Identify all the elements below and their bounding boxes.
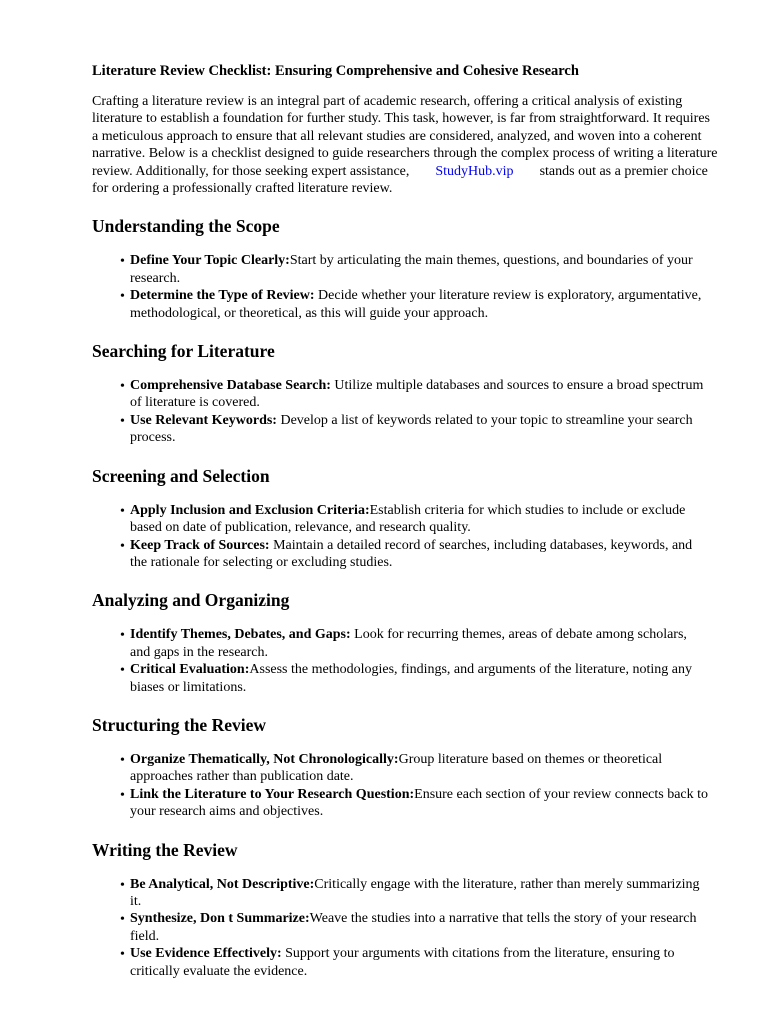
item-text: Weave the studies into a narrative that tells the story of your research field. [130, 911, 697, 944]
item-term: Use Relevant Keywords: [130, 412, 277, 428]
item-text: Develop a list of keywords related to your topic to streamline your search process. [130, 412, 693, 446]
checklist-item [120, 945, 718, 980]
checklist-item [120, 786, 718, 821]
item-term: Link the Literature to Your Research Question: [130, 786, 415, 802]
checklist-item [120, 910, 718, 945]
item-term: Apply Inclusion and Exclusion Criteria: [130, 502, 370, 518]
item-term: Define Your Topic Clearly: [130, 253, 290, 269]
section-understanding-scope [92, 215, 718, 322]
intro-text-after-link: stands out as a premier choice for ordering a professionally crafted literature review. [92, 163, 708, 197]
item-term: Determine the Type of Review: [130, 288, 315, 304]
section-searching-literature [92, 340, 718, 447]
bullet-icon: • [120, 877, 125, 893]
studyhub-link[interactable]: StudyHub.vip [435, 163, 514, 179]
bullet-icon: • [120, 787, 125, 803]
checklist [92, 626, 718, 696]
checklist [92, 876, 718, 980]
checklist-item [120, 412, 718, 447]
section-heading: Analyzing and Organizing [92, 590, 290, 611]
bullet-icon: • [120, 663, 125, 679]
checklist-item [120, 751, 718, 786]
checklist-item [120, 252, 718, 287]
section-screening-selection [92, 465, 718, 572]
item-text: Critically engage with the literature, rather than merely summarizing it. [130, 876, 700, 909]
checklist-item [120, 502, 718, 537]
bullet-icon: • [120, 289, 125, 305]
bullet-icon: • [120, 413, 125, 429]
document-title: Literature Review Checklist: Ensuring Comprehensive and Cohesive Research [92, 63, 579, 79]
section-heading: Searching for Literature [92, 341, 275, 362]
intro-text-before-link: Crafting a literature review is an integral part of academic research, offering a critical analysis of existing literature to establish a foundation for further study. This task, however, is far from straightforward. It requires a meticulous approach to ensure that all relevant studies are considered, analyzed, and woven into a coherent narrative. Below is a checklist designed to guide researchers through the complex process of writing a literature review. Additionally, for those seeking expert assistance, [92, 94, 718, 179]
checklist [92, 502, 718, 572]
item-term: Synthesize, Don t Summarize: [130, 911, 310, 927]
item-text: Assess the methodologies, findings, and arguments of the literature, noting any biases or limitations. [130, 662, 692, 695]
item-text: Look for recurring themes, areas of debate among scholars, and gaps in the research. [130, 627, 687, 660]
section-heading: Structuring the Review [92, 714, 267, 735]
bullet-icon: • [120, 538, 125, 554]
item-text: Establish criteria for which studies to include or exclude based on date of publication, relevance, and research quality. [130, 502, 686, 536]
section-heading: Screening and Selection [92, 465, 270, 486]
item-term: Identify Themes, Debates, and Gaps: [130, 627, 351, 643]
checklist [92, 377, 718, 447]
item-term: Be Analytical, Not Descriptive: [130, 876, 315, 892]
item-term: Comprehensive Database Search: [130, 378, 331, 394]
intro-paragraph [92, 93, 718, 197]
checklist [92, 751, 718, 821]
bullet-icon: • [120, 912, 125, 928]
section-analyzing-organizing [92, 589, 718, 696]
checklist-item [120, 537, 718, 572]
item-term: Critical Evaluation: [130, 662, 250, 678]
item-term: Organize Thematically, Not Chronologically: [130, 751, 399, 767]
bullet-icon: • [120, 379, 125, 395]
item-text: Maintain a detailed record of searches, including databases, keywords, and the rationale for selecting or excluding studies. [130, 537, 693, 570]
checklist-item [120, 377, 718, 412]
item-term: Keep Track of Sources: [130, 537, 270, 553]
section-heading: Writing the Review [92, 839, 238, 860]
item-text: Decide whether your literature review is exploratory, argumentative, methodological, or theoretical, as this will guide your approach. [130, 288, 702, 321]
section-writing-review [92, 839, 718, 980]
item-term: Use Evidence Effectively: [130, 946, 282, 962]
item-text: Start by articulating the main themes, questions, and boundaries of your research. [130, 253, 693, 286]
checklist-item [120, 287, 718, 322]
bullet-icon: • [120, 628, 125, 644]
item-text: Ensure each section of your review connects back to your research aims and objectives. [130, 786, 709, 820]
bullet-icon: • [120, 254, 125, 270]
checklist [92, 252, 718, 322]
item-text: Group literature based on themes or theoretical approaches rather than publication date. [130, 751, 663, 785]
checklist-item [120, 876, 718, 911]
section-structuring-review [92, 714, 718, 821]
bullet-icon: • [120, 503, 125, 519]
bullet-icon: • [120, 752, 125, 768]
checklist-item [120, 661, 718, 696]
item-text: Utilize multiple databases and sources to ensure a broad spectrum of literature is covered. [130, 378, 704, 411]
item-text: Support your arguments with citations from the literature, ensuring to critically evaluate the evidence. [130, 946, 675, 979]
section-heading: Understanding the Scope [92, 216, 280, 237]
checklist-item [120, 626, 718, 661]
bullet-icon: • [120, 947, 125, 963]
